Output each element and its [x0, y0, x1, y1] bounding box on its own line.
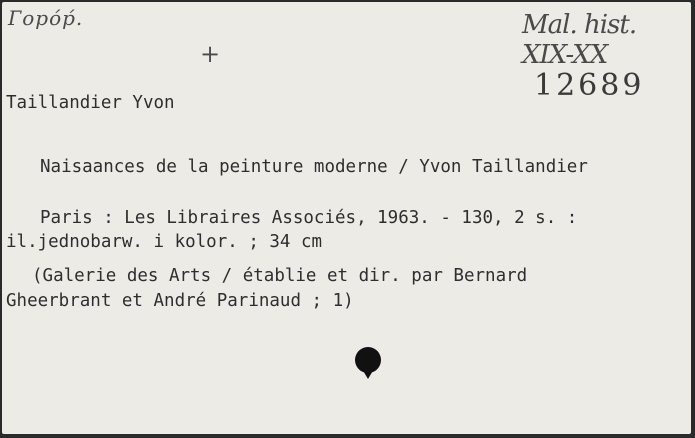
- series-line-1: (Galerie des Arts / établie et dir. par Bernard: [32, 266, 528, 286]
- handwritten-mark: +: [200, 40, 221, 68]
- series-line-2: Gheerbrant et André Parinaud ; 1): [6, 291, 354, 311]
- catalog-card: [2, 2, 691, 434]
- handwritten-note: Горо́р́.: [8, 6, 84, 30]
- author-heading: Taillandier Yvon: [6, 93, 175, 113]
- imprint-line-1: Paris : Les Libraires Associés, 1963. - 130, 2 s. :: [40, 208, 578, 228]
- accession-number: 12689: [534, 68, 645, 103]
- shelfmark: Mal. hist. XIX-XX: [522, 10, 637, 70]
- title-statement: Naisaances de la peinture moderne / Yvon Taillandier: [40, 157, 588, 177]
- punch-hole-icon: [353, 345, 383, 381]
- imprint-line-2: il.jednobarw. i kolor. ; 34 cm: [6, 232, 323, 252]
